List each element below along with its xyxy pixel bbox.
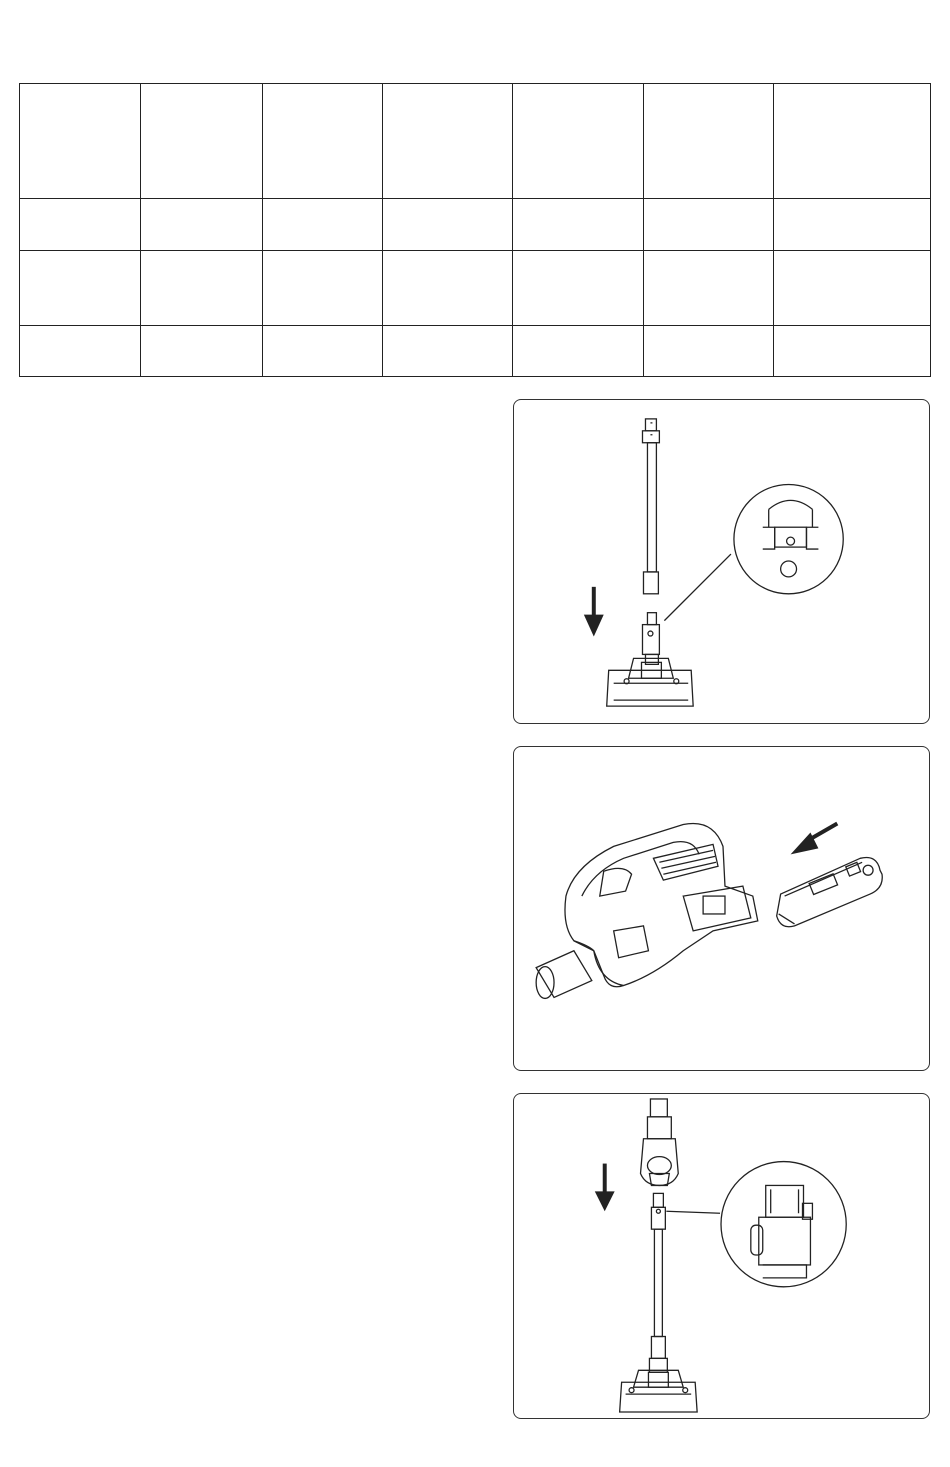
figure-attach-handheld-to-tube [513,1093,930,1419]
figure-attach-tube-to-brush [513,399,930,724]
connector-detail-icon [734,484,843,593]
table-column-divider [643,84,644,376]
down-arrow-icon [595,1164,615,1212]
figure-insert-battery [513,746,930,1071]
table-column-divider [512,84,513,376]
battery-insert-illustration [514,747,929,1070]
table-row-divider [20,198,930,199]
floor-brush-icon [620,1358,698,1412]
extension-tube-icon [642,419,659,594]
tube-brush-illustration [514,400,929,723]
connector-detail-icon [721,1162,846,1287]
handheld-vacuum-icon [641,1099,679,1185]
extension-tube-icon [651,1193,665,1358]
diagonal-arrow-icon [791,824,838,855]
floor-brush-icon [607,658,693,706]
table-column-divider [262,84,263,376]
table-column-divider [773,84,774,376]
specification-table [19,83,931,377]
handheld-vacuum-icon [536,823,758,998]
table-row-divider [20,250,930,251]
handheld-tube-illustration [514,1094,929,1418]
table-row-divider [20,325,930,326]
down-arrow-icon [584,587,604,637]
battery-pack-icon [777,858,883,927]
table-column-divider [140,84,141,376]
table-column-divider [382,84,383,376]
